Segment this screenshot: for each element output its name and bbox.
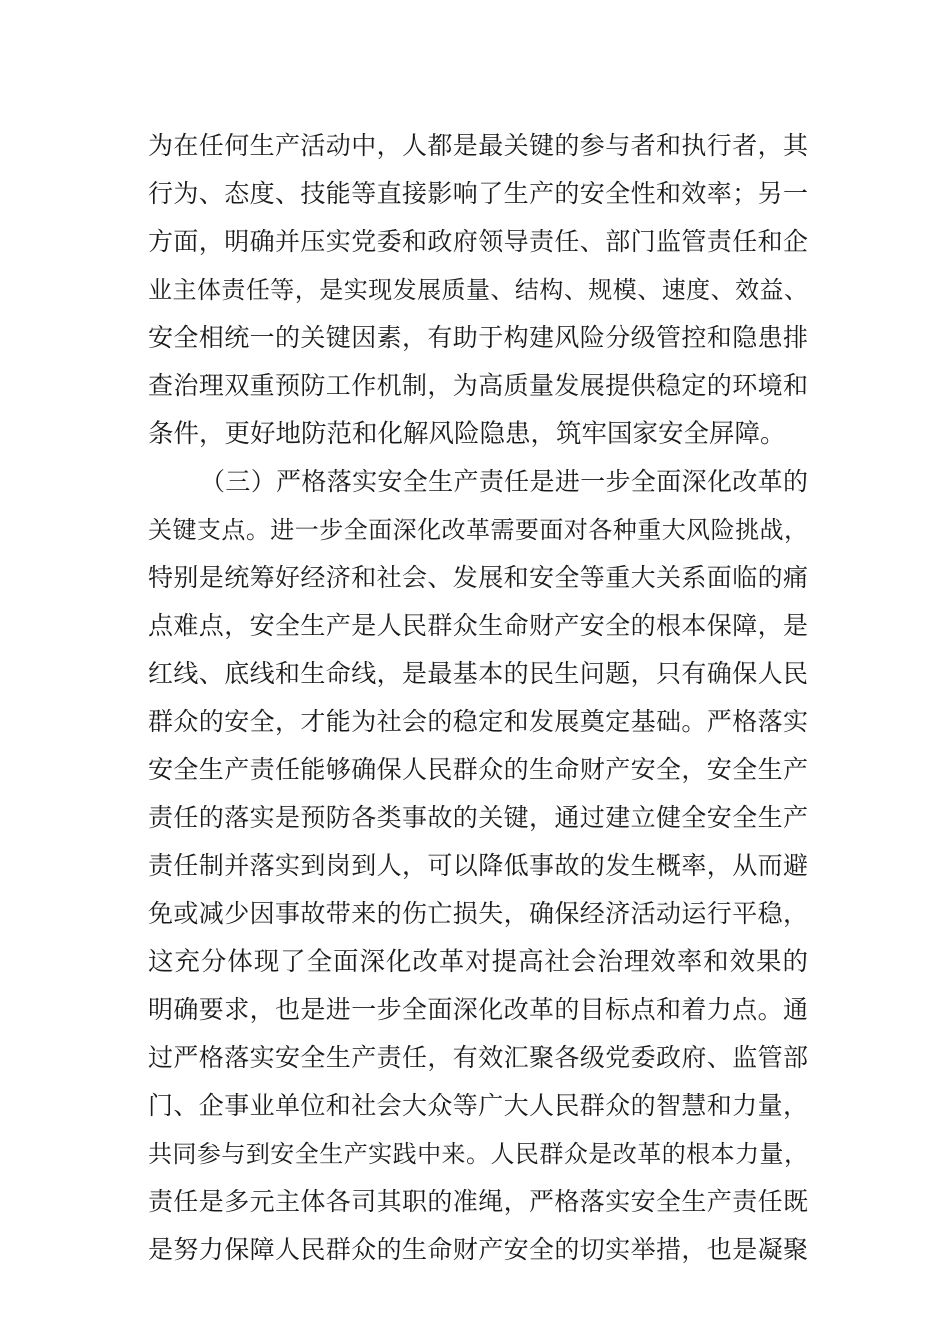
text-line: 业主体责任等，是实现发展质量、结构、规模、速度、效益、 bbox=[148, 276, 808, 304]
text-line: 为在任何生产活动中，人都是最关键的参与者和执行者，其 bbox=[148, 131, 808, 160]
text-line: 责任是多元主体各司其职的准绳，严格落实安全生产责任既 bbox=[148, 1187, 808, 1216]
text-line: 群众的安全，才能为社会的稳定和发展奠定基础。严格落实 bbox=[148, 707, 808, 736]
text-line: 点难点，安全生产是人民群众生命财产安全的根本保障，是 bbox=[148, 611, 808, 640]
text-line: 共同参与到安全生产实践中来。人民群众是改革的根本力量， bbox=[148, 1140, 808, 1168]
text-line: 这充分体现了全面深化改革对提高社会治理效率和效果的 bbox=[148, 947, 808, 977]
text-line: 责任的落实是预防各类事故的关键，通过建立健全安全生产 bbox=[148, 803, 808, 832]
text-line: 免或减少因事故带来的伤亡损失，确保经济活动运行平稳， bbox=[148, 899, 808, 928]
text-line: 门、企事业单位和社会大众等广大人民群众的智慧和力量， bbox=[148, 1091, 808, 1120]
paragraph-heading-line: （三）严格落实安全生产责任是进一步全面深化改革的 bbox=[200, 467, 808, 496]
text-line: 明确要求，也是进一步全面深化改革的目标点和着力点。通 bbox=[148, 995, 808, 1024]
text-line: 行为、态度、技能等直接影响了生产的安全性和效率；另一 bbox=[148, 179, 808, 208]
text-line: 安全相统一的关键因素，有助于构建风险分级管控和隐患排 bbox=[148, 323, 808, 352]
text-line: 安全生产责任能够确保人民群众的生命财产安全，安全生产 bbox=[148, 755, 808, 784]
text-line: 是努力保障人民群众的生命财产安全的切实举措，也是凝聚 bbox=[148, 1235, 808, 1264]
text-line: 关键支点。进一步全面深化改革需要面对各种重大风险挑战， bbox=[148, 516, 808, 544]
text-line: 责任制并落实到岗到人，可以降低事故的发生概率，从而避 bbox=[148, 851, 808, 880]
text-line: 红线、底线和生命线，是最基本的民生问题，只有确保人民 bbox=[148, 659, 808, 688]
text-line: 过严格落实安全生产责任，有效汇聚各级党委政府、监管部 bbox=[148, 1043, 808, 1072]
text-line: 方面，明确并压实党委和政府领导责任、部门监管责任和企 bbox=[148, 227, 808, 256]
text-line: 查治理双重预防工作机制，为高质量发展提供稳定的环境和 bbox=[148, 371, 808, 400]
text-line: 特别是统筹好经济和社会、发展和安全等重大关系面临的痛 bbox=[148, 563, 808, 592]
text-line: 条件，更好地防范和化解风险隐患，筑牢国家安全屏障。 bbox=[148, 419, 786, 449]
